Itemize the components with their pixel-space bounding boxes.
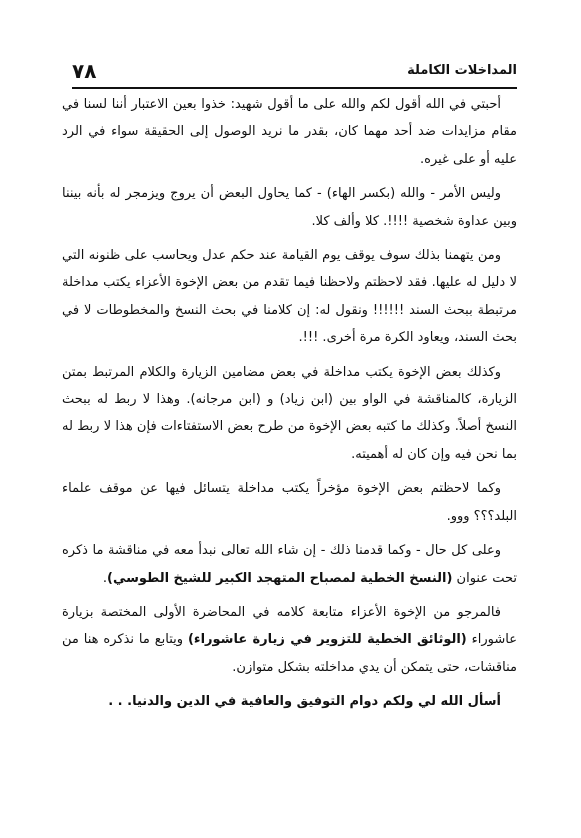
closing-line: أسأل الله لي ولكم دوام التوفيق والعافية في الدين والدنيا. . . (108, 694, 501, 710)
emphasized-title: (النسخ الخطية لمصباح المتهجد الكبير للشيخ الطوسي) (107, 570, 453, 586)
page-number: ٧٨ (72, 59, 97, 83)
emphasized-title: (الوثائق الخطية للتزوير في زيارة عاشوراء) (187, 632, 467, 648)
paragraph: ومن يتهمنا بذلك سوف يوقف يوم القيامة عند حكم عدل ويحاسب على ظنونه التي لا دليل له عليها. فقد لاحظتم ولاحظنا فيما تقدم من بعض الإخوة الأعزاء يكتب مداخلة مرتبطة ببحث السند !!!!!! ونقول له: إن كلامنا في بحث النسخ والمخطوطات لا في بحث السند، ويعاود الكرة مرة أخرى. !!!. (62, 248, 517, 346)
page-header (72, 60, 517, 84)
body-text (62, 91, 517, 716)
paragraph (62, 537, 517, 592)
paragraph: أحبتي في الله أقول لكم والله على ما أقول شهيد: خذوا بعين الاعتبار أننا لسنا في مقام مزايدات ضد أحد مهما كان، بقدر ما نريد الوصول إلى الحقيقة سواء في الرد عليه أو على غيره. (62, 97, 517, 167)
paragraph (62, 599, 517, 681)
paragraph-text: ويتابع ما نذكره هنا من مناقشات، حتى يتمكن أن يدي مداخلته بشكل متوازن. (62, 632, 517, 675)
paragraph: وليس الأمر - والله (بكسر الهاء) - كما يحاول البعض أن يروج ويزمجر له بأنه بيننا وبين عداوة شخصية !!!!. كلا وألف كلا. (62, 186, 517, 229)
running-head: المداخلات الكاملة (407, 63, 517, 78)
header-rule (72, 87, 517, 89)
paragraph-text: وعلى كل حال - وكما قدمنا ذلك - إن شاء الله تعالى نبدأ معه في مناقشة ما ذكره تحت عنوان (62, 543, 517, 586)
paragraph-text: فالمرجو من الإخوة الأعزاء متابعة كلامه في المحاضرة الأولى المختصة بزيارة عاشوراء (62, 604, 517, 648)
paragraph: وكما لاحظتم بعض الإخوة مؤخراً يكتب مداخلة يتسائل فيها عن موقف علماء البلد؟؟؟ ووو. (62, 481, 517, 524)
paragraph-text: . (102, 570, 107, 586)
paragraph: وكذلك بعض الإخوة يكتب مداخلة في بعض مضامين الزيارة والكلام المرتبط بمتن الزيارة، كالمناقشة في الواو بين (ابن زياد) و (ابن مرجانه). وهذا لا ربط له ببحث النسخ أصلاً. وكذلك ما كتبه بعض الإخوة من طرح بعض الاستفتاءات فإن هذا لا ربط له بما نحن فيه وإن كان له أهميته. (62, 364, 517, 462)
